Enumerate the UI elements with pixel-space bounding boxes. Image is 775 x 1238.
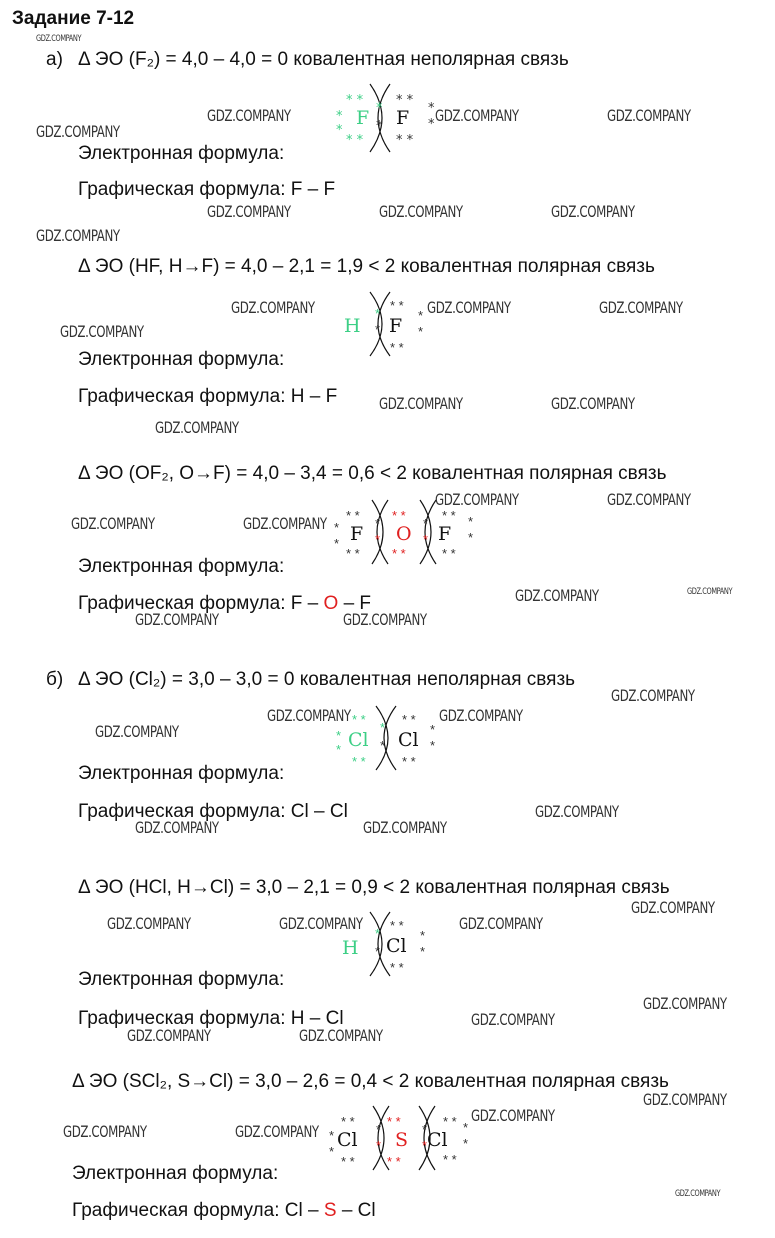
svg-text:*: *: [418, 324, 424, 339]
svg-text:F: F: [396, 107, 410, 129]
graphic-bond: –: [308, 801, 330, 822]
svg-text:* *: * *: [392, 546, 406, 561]
svg-text:* *: * *: [443, 1152, 457, 1167]
watermark: GDZ.COMPANY: [207, 202, 291, 221]
svg-text:* *: * *: [341, 1154, 355, 1169]
graphic-atom: Cl: [329, 801, 348, 822]
watermark: GDZ.COMPANY: [515, 586, 599, 605]
watermark: GDZ.COMPANY: [135, 610, 219, 629]
watermark: GDZ.COMPANY: [231, 298, 315, 317]
watermark: GDZ.COMPANY: [611, 686, 695, 705]
svg-text:*: *: [430, 738, 436, 753]
graphic-bond: –: [336, 1200, 358, 1221]
graphic-label: Графическая формула:: [78, 179, 286, 200]
watermark: GDZ.COMPANY: [63, 1122, 147, 1141]
svg-text:* *: * *: [346, 93, 364, 108]
watermark: GDZ.COMPANY: [551, 394, 635, 413]
graphic-atom: Cl: [284, 1200, 303, 1221]
svg-text:*: *: [428, 117, 435, 132]
svg-text:* *: * *: [392, 508, 406, 523]
watermark: GDZ.COMPANY: [363, 818, 447, 837]
watermark: GDZ.COMPANY: [71, 514, 155, 533]
electronic-label-cl2: Электронная формула:: [78, 763, 285, 784]
watermark: GDZ.COMPANY: [643, 994, 727, 1013]
svg-text:*: *: [376, 119, 383, 134]
watermark: GDZ.COMPANY: [279, 914, 363, 933]
svg-text:* *: * *: [346, 546, 360, 561]
svg-text:*: *: [420, 944, 426, 959]
watermark: GDZ.COMPANY: [435, 490, 519, 509]
electron-diagram-hf: [340, 290, 440, 360]
graphic-bond: –: [302, 593, 324, 614]
svg-text:* *: * *: [390, 960, 404, 975]
svg-text:*: *: [376, 101, 383, 116]
electron-diagram-f2: [330, 82, 450, 154]
svg-text:*: *: [376, 1138, 382, 1153]
equation-hcl: Δ ЭО (HCl, H→Cl) = 3,0 – 2,1 = 0,9 < 2 ковалентная полярная связь: [78, 877, 670, 898]
svg-text:* *: * *: [402, 712, 416, 727]
graphic-atom: F: [359, 593, 372, 614]
graphic-atom: Cl: [290, 801, 309, 822]
svg-text:H: H: [342, 937, 359, 959]
watermark: GDZ.COMPANY: [207, 106, 291, 125]
svg-text:*: *: [463, 1120, 469, 1135]
svg-text:F: F: [438, 523, 452, 545]
watermark: GDZ.COMPANY: [60, 322, 144, 341]
svg-text:*: *: [375, 926, 381, 941]
graphic-formula-hf: [78, 385, 337, 409]
svg-text:S: S: [395, 1129, 409, 1151]
watermark: GDZ.COMPANY: [435, 106, 519, 125]
watermark: GDZ.COMPANY: [135, 818, 219, 837]
watermark: GDZ.COMPANY: [107, 914, 191, 933]
svg-text:* *: * *: [442, 508, 456, 523]
watermark: GDZ.COMPANY: [299, 1026, 383, 1045]
svg-text:* *: * *: [341, 1114, 355, 1129]
svg-text:* *: * *: [442, 546, 456, 561]
svg-text:*: *: [329, 1144, 335, 1159]
graphic-bond: –: [338, 593, 360, 614]
svg-text:*: *: [336, 742, 342, 757]
svg-text:Cl: Cl: [337, 1129, 358, 1151]
watermark: GDZ.COMPANY: [643, 1090, 727, 1109]
svg-text:* *: * *: [396, 133, 414, 148]
svg-text:*: *: [375, 532, 381, 547]
watermark: GDZ.COMPANY: [675, 1189, 721, 1199]
watermark: GDZ.COMPANY: [471, 1010, 555, 1029]
graphic-formula-scl2: [72, 1199, 376, 1223]
svg-text:*: *: [336, 123, 343, 138]
svg-text:*: *: [375, 322, 381, 337]
equation-f2: Δ ЭО (F₂) = 4,0 – 4,0 = 0 ковалентная неполярная связь: [78, 49, 569, 70]
graphic-bond: –: [302, 1200, 324, 1221]
watermark: GDZ.COMPANY: [243, 514, 327, 533]
watermark: GDZ.COMPANY: [599, 298, 683, 317]
watermark: GDZ.COMPANY: [36, 122, 120, 141]
svg-text:* *: * *: [387, 1154, 401, 1169]
graphic-atom: Cl: [357, 1200, 376, 1221]
watermark: GDZ.COMPANY: [235, 1122, 319, 1141]
watermark: GDZ.COMPANY: [379, 202, 463, 221]
graphic-formula-of2: [78, 592, 371, 616]
electron-diagram-scl2: [325, 1104, 475, 1174]
svg-text:*: *: [336, 728, 342, 743]
watermark: GDZ.COMPANY: [379, 394, 463, 413]
svg-text:Cl: Cl: [348, 729, 369, 751]
svg-text:F: F: [356, 107, 370, 129]
part-a-label: а): [46, 49, 63, 70]
graphic-formula-f2: [78, 178, 335, 202]
svg-text:* *: * *: [387, 1114, 401, 1129]
watermark: GDZ.COMPANY: [267, 706, 351, 725]
graphic-bond: –: [302, 179, 324, 200]
graphic-atom: F: [290, 179, 303, 200]
svg-text:Cl: Cl: [386, 935, 407, 957]
watermark: GDZ.COMPANY: [155, 418, 239, 437]
svg-text:Cl: Cl: [398, 729, 419, 751]
svg-text:*: *: [422, 1138, 428, 1153]
graphic-label: Графическая формула:: [78, 1008, 286, 1029]
svg-text:*: *: [334, 520, 340, 535]
svg-text:*: *: [375, 516, 381, 531]
svg-text:*: *: [463, 1136, 469, 1151]
svg-text:*: *: [375, 944, 381, 959]
equation-cl2: Δ ЭО (Cl₂) = 3,0 – 3,0 = 0 ковалентная неполярная связь: [78, 669, 576, 690]
svg-text:*: *: [423, 532, 429, 547]
watermark: GDZ.COMPANY: [343, 610, 427, 629]
svg-text:*: *: [468, 514, 474, 529]
svg-text:* *: * *: [352, 754, 366, 769]
svg-text:*: *: [428, 101, 435, 116]
graphic-atom: H: [290, 386, 305, 407]
graphic-label: Графическая формула:: [72, 1200, 280, 1221]
watermark: GDZ.COMPANY: [607, 490, 691, 509]
svg-text:* *: * *: [443, 1114, 457, 1129]
svg-text:O: O: [396, 523, 412, 545]
svg-text:*: *: [376, 1122, 382, 1137]
svg-text:*: *: [380, 738, 386, 753]
electronic-label-hcl: Электронная формула:: [78, 969, 285, 990]
svg-text:*: *: [375, 306, 381, 321]
graphic-atom-central: S: [323, 1200, 337, 1221]
watermark: GDZ.COMPANY: [687, 587, 733, 597]
electronic-label-hf: Электронная формула:: [78, 349, 285, 370]
svg-text:* *: * *: [346, 508, 360, 523]
svg-text:*: *: [422, 1122, 428, 1137]
svg-text:H: H: [344, 315, 361, 337]
task-title: Задание 7-12: [12, 8, 135, 29]
watermark: GDZ.COMPANY: [127, 1026, 211, 1045]
svg-text:* *: * *: [390, 340, 404, 355]
equation-scl2: Δ ЭО (SCl₂, S→Cl) = 3,0 – 2,6 = 0,4 < 2 ковалентная полярная связь: [72, 1071, 669, 1092]
part-b-label: б): [46, 669, 64, 690]
svg-text:*: *: [334, 536, 340, 551]
svg-text:*: *: [468, 530, 474, 545]
watermark: GDZ.COMPANY: [95, 722, 179, 741]
graphic-atom: F: [323, 179, 336, 200]
graphic-label: Графическая формула:: [78, 593, 286, 614]
graphic-label: Графическая формула:: [78, 801, 286, 822]
svg-text:* *: * *: [402, 754, 416, 769]
svg-text:*: *: [380, 720, 386, 735]
svg-text:*: *: [418, 308, 424, 323]
watermark: GDZ.COMPANY: [471, 1106, 555, 1125]
svg-text:*: *: [336, 109, 343, 124]
svg-text:*: *: [423, 516, 429, 531]
svg-text:* *: * *: [390, 918, 404, 933]
watermark: GDZ.COMPANY: [427, 298, 511, 317]
equation-hf: Δ ЭО (HF, H→F) = 4,0 – 2,1 = 1,9 < 2 ковалентная полярная связь: [78, 256, 655, 277]
graphic-atom: F: [325, 386, 338, 407]
watermark: GDZ.COMPANY: [607, 106, 691, 125]
svg-text:F: F: [350, 523, 364, 545]
svg-text:*: *: [329, 1128, 335, 1143]
svg-text:Cl: Cl: [427, 1129, 448, 1151]
graphic-bond: –: [304, 386, 326, 407]
watermark: GDZ.COMPANY: [36, 34, 82, 44]
watermark: GDZ.COMPANY: [439, 706, 523, 725]
graphic-atom: Cl: [325, 1008, 344, 1029]
graphic-atom: H: [290, 1008, 305, 1029]
electronic-label-of2: Электронная формула:: [78, 556, 285, 577]
graphic-atom-central: O: [323, 593, 339, 614]
electronic-label-f2: Электронная формула:: [78, 143, 285, 164]
svg-text:* *: * *: [352, 712, 366, 727]
watermark: GDZ.COMPANY: [459, 914, 543, 933]
watermark: GDZ.COMPANY: [631, 898, 715, 917]
svg-text:* *: * *: [396, 93, 414, 108]
graphic-label: Графическая формула:: [78, 386, 286, 407]
watermark: GDZ.COMPANY: [36, 226, 120, 245]
svg-text:* *: * *: [390, 298, 404, 313]
watermark: GDZ.COMPANY: [551, 202, 635, 221]
equation-of2: Δ ЭО (OF₂, O→F) = 4,0 – 3,4 = 0,6 < 2 ковалентная полярная связь: [78, 463, 667, 484]
watermark: GDZ.COMPANY: [535, 802, 619, 821]
graphic-atom: F: [290, 593, 303, 614]
svg-text:*: *: [420, 928, 426, 943]
electronic-label-scl2: Электронная формула:: [72, 1163, 279, 1184]
svg-text:* *: * *: [346, 133, 364, 148]
svg-text:F: F: [389, 315, 403, 337]
svg-text:*: *: [430, 722, 436, 737]
graphic-bond: –: [304, 1008, 326, 1029]
